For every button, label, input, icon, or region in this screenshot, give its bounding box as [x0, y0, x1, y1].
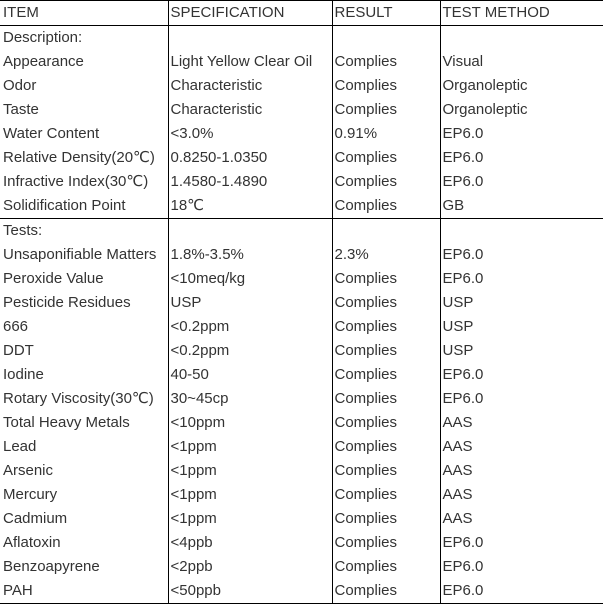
result-cell: Complies: [332, 146, 440, 170]
result-cell: Complies: [332, 291, 440, 315]
specification-cell: 0.8250-1.0350: [168, 146, 332, 170]
test-method-cell: USP: [440, 339, 603, 363]
test-method-cell: GB: [440, 194, 603, 219]
result-cell: Complies: [332, 267, 440, 291]
item-cell: Pesticide Residues: [3, 294, 131, 311]
item-cell: PAH: [0, 579, 168, 604]
test-method-cell: EP6.0: [440, 122, 603, 146]
test-method-cell: AAS: [440, 411, 603, 435]
table-row: [0, 435, 603, 459]
result-cell: Complies: [332, 411, 440, 435]
item-cell: 666: [3, 318, 29, 335]
result-cell: 2.3%: [332, 243, 440, 267]
table-row: [0, 170, 603, 194]
test-method-cell: AAS: [440, 435, 603, 459]
table-body: [0, 26, 603, 604]
result-cell: Complies: [332, 579, 440, 604]
test-method-cell: AAS: [440, 483, 603, 507]
header-specification: SPECIFICATION: [168, 1, 332, 26]
specification-cell: 30~45cp: [168, 387, 332, 411]
specification-cell: <1ppm: [168, 507, 332, 531]
item-cell: Rotary Viscosity(30℃): [3, 390, 154, 407]
item-cell: Relative Density(20℃): [3, 149, 155, 166]
specification-cell: 40-50: [168, 363, 332, 387]
header-test-method: TEST METHOD: [440, 1, 603, 26]
test-method-cell: Organoleptic: [440, 98, 603, 122]
specification-cell: 1.8%-3.5%: [168, 243, 332, 267]
specification-cell: Characteristic: [168, 98, 332, 122]
specification-cell: <0.2ppm: [168, 315, 332, 339]
item-cell: Infractive Index(30℃): [3, 173, 149, 190]
item-cell: Iodine: [3, 366, 44, 383]
header-result: RESULT: [332, 1, 440, 26]
test-method-cell: EP6.0: [440, 243, 603, 267]
result-cell: Complies: [332, 555, 440, 579]
result-cell: Complies: [332, 387, 440, 411]
table-row: [0, 122, 603, 146]
table-row: [0, 411, 603, 435]
item-cell: Total Heavy Metals: [3, 414, 130, 431]
test-method-cell: EP6.0: [440, 170, 603, 194]
table-row: [0, 483, 603, 507]
specification-cell: <1ppm: [168, 483, 332, 507]
item-cell: Water Content: [3, 125, 100, 142]
specification-cell: USP: [168, 291, 332, 315]
item-cell: Appearance: [3, 53, 84, 70]
specification-cell: 1.4580-1.4890: [168, 170, 332, 194]
specification-cell: <0.2ppm: [168, 339, 332, 363]
section-title-row: [0, 219, 603, 244]
result-cell: Complies: [332, 74, 440, 98]
item-cell: Benzoapyrene: [3, 558, 100, 575]
specification-cell: Characteristic: [168, 74, 332, 98]
test-method-cell: EP6.0: [440, 387, 603, 411]
table-row: [0, 74, 603, 98]
result-cell: Complies: [332, 170, 440, 194]
specification-cell: <10ppm: [168, 411, 332, 435]
table-row: [0, 146, 603, 170]
result-cell: Complies: [332, 315, 440, 339]
item-cell: Arsenic: [3, 462, 54, 479]
table-row: [0, 98, 603, 122]
item-cell: Cadmium: [3, 510, 68, 527]
specification-cell: 18℃: [168, 194, 332, 219]
table-row: [0, 243, 603, 267]
section-title-row: [0, 26, 603, 51]
specification-cell: <1ppm: [168, 459, 332, 483]
test-method-cell: AAS: [440, 507, 603, 531]
item-cell: Mercury: [3, 486, 58, 503]
table-row: [0, 291, 603, 315]
test-method-cell: USP: [440, 315, 603, 339]
test-method-cell: Organoleptic: [440, 74, 603, 98]
result-cell: 0.91%: [332, 122, 440, 146]
result-cell: Complies: [332, 507, 440, 531]
specification-cell: <50ppb: [168, 579, 332, 604]
table-row: [0, 50, 603, 74]
empty-cell: [440, 26, 603, 51]
table-row: [0, 339, 603, 363]
item-cell: Taste: [3, 101, 39, 118]
item-cell: Lead: [3, 438, 37, 455]
specification-cell: <1ppm: [168, 435, 332, 459]
item-cell: Aflatoxin: [3, 534, 61, 551]
table-row: [0, 315, 603, 339]
header-item: ITEM: [0, 1, 168, 26]
empty-cell: [168, 26, 332, 51]
table-row: [0, 555, 603, 579]
specification-cell: <3.0%: [168, 122, 332, 146]
result-cell: Complies: [332, 98, 440, 122]
result-cell: Complies: [332, 339, 440, 363]
table-row: [0, 531, 603, 555]
table-row: [0, 267, 603, 291]
item-cell: Solidification Point: [3, 197, 126, 214]
test-method-cell: EP6.0: [440, 146, 603, 170]
empty-cell: [332, 219, 440, 244]
result-cell: Complies: [332, 194, 440, 219]
section-title: Tests:: [0, 219, 168, 244]
specification-cell: <2ppb: [168, 555, 332, 579]
table-row: [0, 507, 603, 531]
section-title: Description:: [0, 26, 168, 51]
empty-cell: [168, 219, 332, 244]
empty-cell: [440, 219, 603, 244]
test-method-cell: AAS: [440, 459, 603, 483]
test-method-cell: EP6.0: [440, 267, 603, 291]
table-row: [0, 387, 603, 411]
item-cell: Odor: [3, 77, 37, 94]
item-cell: Unsaponifiable Matters: [3, 246, 157, 263]
table-row: [0, 194, 603, 219]
table-row: [0, 363, 603, 387]
specification-cell: Light Yellow Clear Oil: [168, 50, 332, 74]
test-method-cell: EP6.0: [440, 555, 603, 579]
test-method-cell: Visual: [440, 50, 603, 74]
specification-cell: <4ppb: [168, 531, 332, 555]
specification-cell: <10meq/kg: [168, 267, 332, 291]
result-cell: Complies: [332, 531, 440, 555]
table-row: [0, 579, 603, 604]
result-cell: Complies: [332, 50, 440, 74]
test-method-cell: EP6.0: [440, 363, 603, 387]
result-cell: Complies: [332, 483, 440, 507]
result-cell: Complies: [332, 435, 440, 459]
test-method-cell: EP6.0: [440, 531, 603, 555]
test-method-cell: EP6.0: [440, 579, 603, 604]
empty-cell: [332, 26, 440, 51]
result-cell: Complies: [332, 363, 440, 387]
result-cell: Complies: [332, 459, 440, 483]
item-cell: DDT: [3, 342, 34, 359]
table-row: [0, 459, 603, 483]
test-method-cell: USP: [440, 291, 603, 315]
table-header-row: [0, 1, 603, 26]
item-cell: Peroxide Value: [3, 270, 104, 287]
